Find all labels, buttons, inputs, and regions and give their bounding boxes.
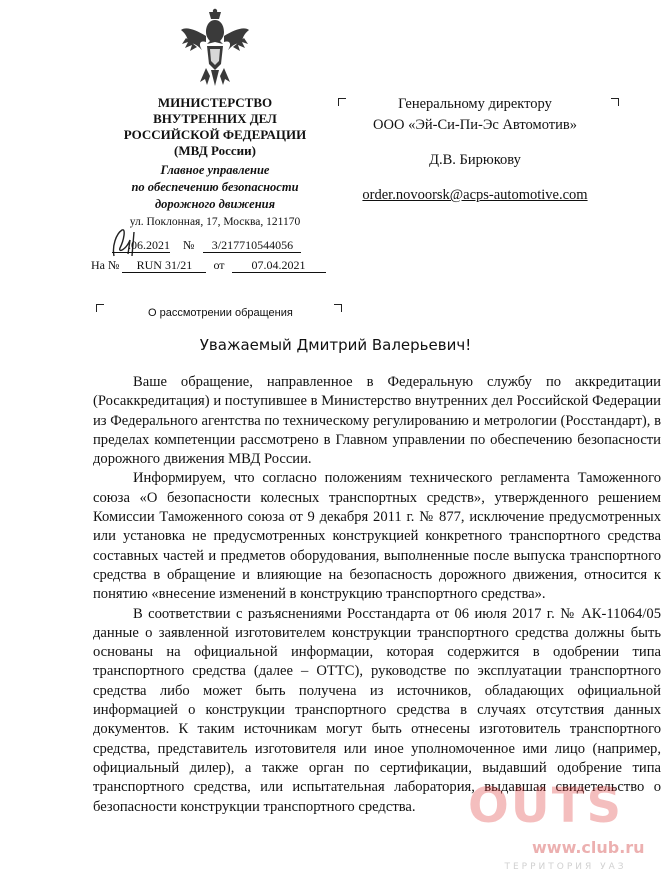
address-corner-right: [611, 98, 619, 106]
ministry-line: (МВД России): [174, 143, 256, 158]
body-paragraph: Ваше обращение, направленное в Федеральную службу по аккредитации (Росаккредитация) и поступившее в Министерство внутренних дел Российской Федерации из Федерального агентства по техническому регулированию и метрологии (Росстандарт), в пределах компетенции рассмотрено в Главном управлении по обеспечению безопасности дорожного движения МВД России.: [93, 374, 661, 468]
watermark-tag: ТЕРРИТОРИЯ УАЗ: [504, 862, 627, 872]
recipient-title: Генеральному директору: [398, 96, 552, 112]
department-line: по обеспечению безопасности: [131, 180, 299, 194]
recipient-email: order.novoorsk@acps-automotive.com: [362, 187, 588, 203]
reply-label: На №: [91, 258, 120, 272]
outgoing-reference: [112, 238, 301, 253]
ministry-line: РОССИЙСКОЙ ФЕДЕРАЦИИ: [123, 127, 307, 142]
subject-corner-right: [334, 304, 342, 312]
salutation: Уважаемый Дмитрий Валерьевич!: [199, 336, 472, 354]
department-line: дорожного движения: [154, 197, 276, 211]
department-line: Главное управление: [160, 163, 270, 177]
recipient-name: Д.В. Бирюкову: [429, 152, 521, 168]
from-label: от: [213, 258, 225, 272]
mvd-eagle-emblem-icon: [180, 8, 250, 90]
incoming-reference: [91, 258, 326, 273]
reply-date: 07.04.2021: [232, 258, 326, 273]
reply-number: RUN 31/21: [122, 258, 206, 273]
ministry-address: ул. Поклонная, 17, Москва, 121170: [129, 216, 301, 228]
recipient-company: ООО «Эй-Си-Пи-Эс Автомотив»: [373, 117, 577, 133]
body-paragraph: В соответствии с разъяснениями Росстандарта от 06 июля 2017 г. № АК-11064/05 данные о заявленной изготовителем конструкции транспортного средства должны быть основаны на официальной информации, которая содержится в одобрении типа транспортного средства (далее – ОТТС), руководстве по эксплуатации транспортного средства либо может быть получена из источников, обладающих официальной информацией о конструкции транспортного средства в случаях отсутствия данных документов. К таким источникам могут быть отнесены изготовитель транспортного средства, представитель изготовителя или иное уполномоченное ими лицо (например, официальный дилер), а также орган по сертификации, выдавший одобрение типа транспортного средства, или испытательная лаборатория, выдавшая свидетельство о безопасности конструкции транспортного средства.: [93, 605, 661, 815]
watermark-logo: OUTS: [468, 778, 624, 834]
number-label: №: [183, 238, 195, 252]
outgoing-date: .06.2021: [112, 238, 170, 253]
outgoing-number: 3/217710544056: [203, 238, 301, 253]
ministry-line: ВНУТРЕННИХ ДЕЛ: [153, 111, 277, 126]
watermark-site: www.club.ru: [532, 838, 645, 857]
letter-body: [93, 373, 661, 817]
recipient-block: [340, 94, 610, 206]
ministry-line: МИНИСТЕРСТВО: [157, 95, 273, 110]
subject-corner-left: [96, 304, 104, 312]
body-paragraph: Информируем, что согласно положениям технического регламента Таможенного союза «О безопасности колесных транспортных средств», утвержденного решением Комиссии Таможенного союза от 9 декабря 2011 г. № 877, исключение предусмотренных или установка не предусмотренных конструкцией конкретного транспортного средства составных частей и предметов оборудования, выполненные после выпуска транспортного средства в обращение и влияющие на безопасность дорожного движения, относится к понятию «внесение изменений в конструкцию транспортного средства».: [93, 470, 661, 603]
letterhead: [100, 95, 330, 230]
letter-subject: О рассмотрении обращения: [148, 307, 293, 319]
